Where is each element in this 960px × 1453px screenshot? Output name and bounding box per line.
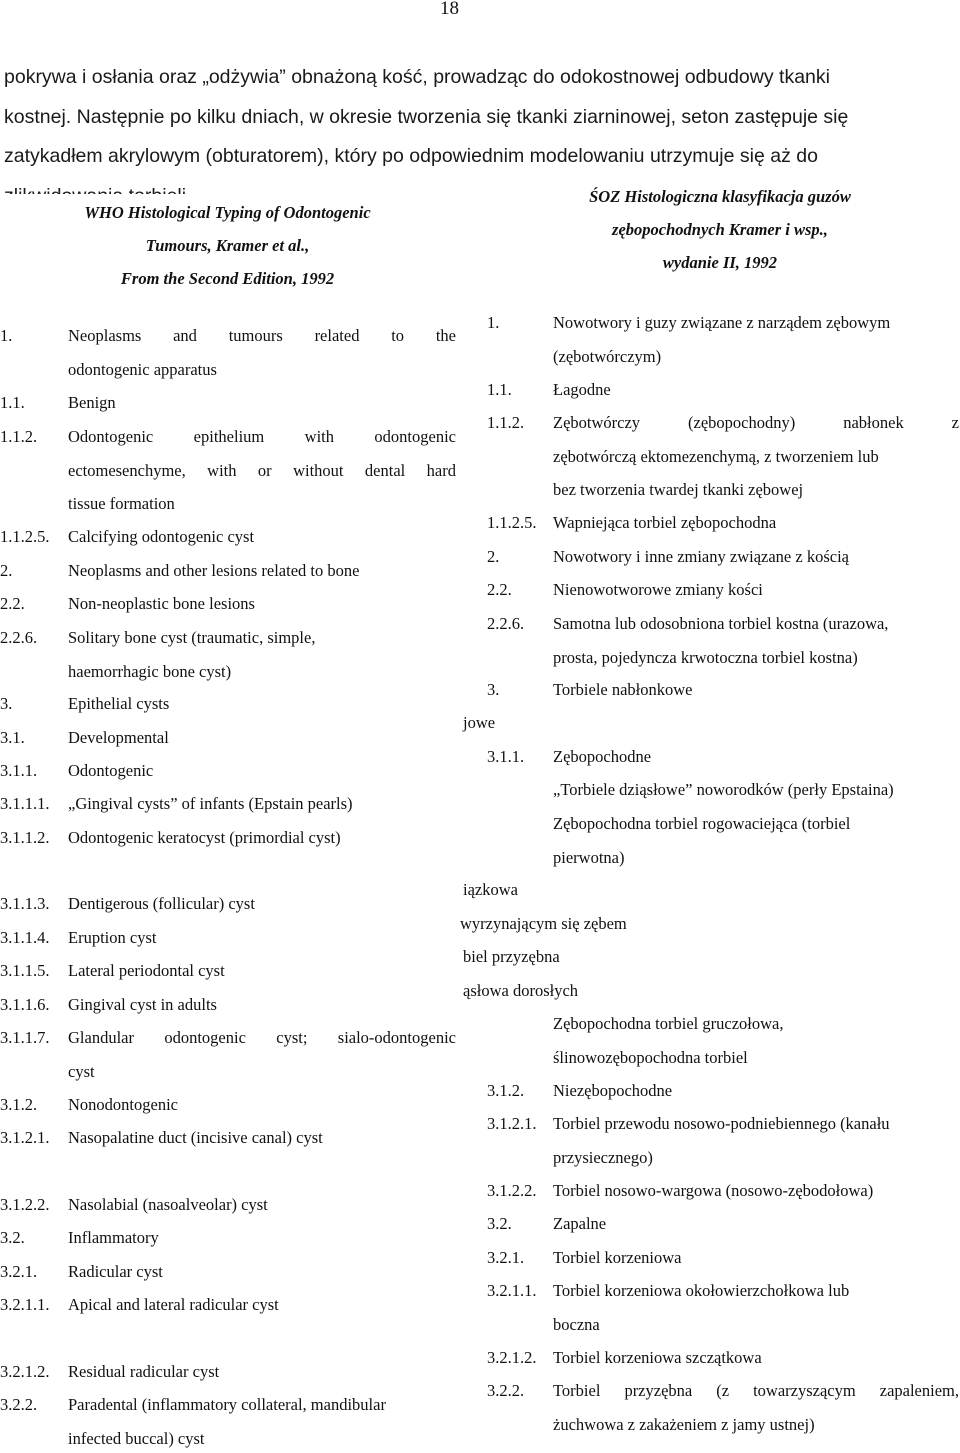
overlap-fragment: iązkowa xyxy=(463,880,518,899)
item-text-line: Wapniejąca torbiel zębopochodna xyxy=(553,513,777,532)
item-text-line: Torbiel korzeniowa xyxy=(553,1248,682,1267)
item-number: 3. xyxy=(0,694,13,713)
item-text-line: Nowotwory i guzy związane z narządem zębowym xyxy=(553,313,891,332)
item-text-line: Torbiel przewodu nosowo-podniebiennego (kanału xyxy=(553,1114,890,1133)
item-number: 2.2.6. xyxy=(0,628,38,647)
item-text-line: odontogenic apparatus xyxy=(68,359,217,379)
item-number: 3.2.1.1. xyxy=(0,1295,50,1314)
overlap-fragment: ąsłowa dorosłych xyxy=(463,981,579,1000)
item-number: 3.2.1.2. xyxy=(0,1362,50,1381)
item-number: 1. xyxy=(487,313,500,332)
item-text-line: Torbiel nosowo-wargowa (nosowo-zębodołowa) xyxy=(553,1181,874,1200)
item-text-line: prosta, pojedyncza krwotoczna torbiel kostna) xyxy=(553,647,858,667)
item-text-line: Calcifying odontogenic cyst xyxy=(68,527,255,546)
intro-line: zatykadłem akrylowym (obturatorem), który po odpowiednim modelowaniu utrzymuje się aż do xyxy=(4,145,818,167)
page-number: 18 xyxy=(440,0,459,19)
item-number: 3.2.1. xyxy=(487,1248,525,1267)
right-heading-line: wydanie II, 1992 xyxy=(662,253,778,272)
item-text-line: Developmental xyxy=(68,728,169,747)
item-number: 3.1.1.7. xyxy=(0,1028,50,1047)
item-number: 1.1.2.5. xyxy=(0,527,50,546)
item-text-line: Nasolabial (nasoalveolar) cyst xyxy=(68,1195,268,1214)
item-number: 2.2.6. xyxy=(487,614,525,633)
item-number: 1.1.2. xyxy=(487,413,525,432)
item-text-line: haemorrhagic bone cyst) xyxy=(68,661,232,681)
right-heading-line: zębopochodnych Kramer i wsp., xyxy=(612,220,828,239)
item-number: 3.1.2.1. xyxy=(0,1128,50,1147)
item-text-line: Zębopochodna torbiel rogowaciejąca (torbiel xyxy=(553,814,851,833)
item-number: 3.2.2. xyxy=(487,1381,525,1400)
right-heading-line: ŚOZ Histologiczna klasyfikacja guzów xyxy=(589,187,851,206)
item-number: 3.2. xyxy=(487,1214,512,1233)
item-text-line: Inflammatory xyxy=(68,1228,159,1247)
item-text-line: Łagodne xyxy=(553,380,611,399)
overlap-fragment: biel przyzębna xyxy=(463,947,560,966)
item-text-line: Neoplasms and tumours related to the xyxy=(68,326,456,345)
item-number: 3.1.1.3. xyxy=(0,894,50,913)
item-number: 3.2.1.2. xyxy=(487,1348,537,1367)
item-text-line: Torbiel korzeniowa szczątkowa xyxy=(553,1348,762,1367)
item-number: 3.1.2.2. xyxy=(0,1195,50,1214)
overlap-fragment: jowe xyxy=(463,713,496,732)
item-number: 1.1.2.5. xyxy=(487,513,537,532)
item-text-line: Apical and lateral radicular cyst xyxy=(68,1295,279,1314)
item-text-line: Nonodontogenic xyxy=(68,1095,178,1114)
item-number: 1.1. xyxy=(487,380,512,399)
intro-line: pokrywa i osłania oraz „odżywia” obnażoną kość, prowadząc do odokostnowej odbudowy tkanki xyxy=(4,66,830,88)
item-number: 3.1.2.1. xyxy=(487,1114,537,1133)
item-number: 3.1.2.2. xyxy=(487,1181,537,1200)
item-text-line: Niezębopochodne xyxy=(553,1081,673,1100)
item-text-line: Eruption cyst xyxy=(68,928,157,947)
left-heading-line: WHO Histological Typing of Odontogenic xyxy=(84,203,371,222)
item-text-line: Non-neoplastic bone lesions xyxy=(68,594,255,613)
item-number: 1.1. xyxy=(0,393,25,412)
item-text-line: Zapalne xyxy=(553,1214,607,1233)
item-text-line: Glandular odontogenic cyst; sialo-odontogenic xyxy=(68,1028,456,1047)
item-text-line: Nasopalatine duct (incisive canal) cyst xyxy=(68,1128,323,1147)
item-text-line: Zębopochodna torbiel gruczołowa, xyxy=(553,1014,784,1033)
item-number: 3.1.1. xyxy=(0,761,38,780)
item-number: 2.2. xyxy=(487,580,512,599)
item-number: 3.2.1.1. xyxy=(487,1281,537,1300)
item-text-line: Nowotwory i inne zmiany związane z kością xyxy=(553,547,849,566)
item-text-line: Torbiele nabłonkowe xyxy=(553,680,693,699)
item-text-line: Zębopochodne xyxy=(553,747,652,766)
item-number: 3.2.1. xyxy=(0,1262,38,1281)
item-text-line: Dentigerous (follicular) cyst xyxy=(68,894,255,913)
left-heading-line: Tumours, Kramer et al., xyxy=(145,236,310,255)
item-text-line: Torbiel korzeniowa okołowierzchołkowa lub xyxy=(553,1281,850,1300)
left-heading-line: From the Second Edition, 1992 xyxy=(120,269,335,288)
item-text-line: Odontogenic keratocyst (primordial cyst) xyxy=(68,828,341,847)
item-number: 1.1.2. xyxy=(0,427,38,446)
item-number: 2. xyxy=(0,561,13,580)
item-text-line: Gingival cyst in adults xyxy=(68,995,217,1014)
item-text-line: cyst xyxy=(68,1061,95,1081)
item-number: 3.1.1.1. xyxy=(0,794,50,813)
item-text-line: ectomesenchyme, with or without dental hard xyxy=(68,460,456,480)
item-text-line: przysiecznego) xyxy=(553,1147,653,1167)
item-text-line: Epithelial cysts xyxy=(68,694,170,713)
item-text-line: Samotna lub odosobniona torbiel kostna (urazowa, xyxy=(553,614,889,633)
item-text-line: pierwotna) xyxy=(553,847,625,867)
item-text-line: boczna xyxy=(553,1314,600,1334)
item-number: 3.2.2. xyxy=(0,1395,38,1414)
item-number: 3.1.1.5. xyxy=(0,961,50,980)
item-text-line: „Gingival cysts” of infants (Epstain pearls) xyxy=(68,794,353,813)
item-text-line: Torbiel przyzębna (z towarzyszącym zapaleniem, xyxy=(553,1381,959,1400)
item-number: 3.1.2. xyxy=(0,1095,38,1114)
right-heading xyxy=(480,180,960,279)
item-text-line: tissue formation xyxy=(68,494,175,513)
item-number: 3.1.1. xyxy=(487,747,525,766)
item-text-line: bez tworzenia twardej tkanki zębowej xyxy=(553,480,804,499)
item-number: 3. xyxy=(487,680,500,699)
overlap-fragment: wyrzynającym się zębem xyxy=(460,914,627,933)
item-text-line: „Torbiele dziąsłowe” noworodków (perły Epstaina) xyxy=(553,780,894,799)
item-number: 2.2. xyxy=(0,594,25,613)
item-text-line: (zębotwórczym) xyxy=(553,346,662,366)
item-text-line: żuchwowa z zakażeniem z jamy ustnej) xyxy=(553,1414,815,1434)
item-text-line: infected buccal) cyst xyxy=(68,1428,205,1448)
item-number: 3.1.2. xyxy=(487,1081,525,1100)
item-text-line: zębotwórczą ektomezenchymą, z tworzeniem lub xyxy=(553,446,879,466)
item-number: 3.1.1.4. xyxy=(0,928,50,947)
item-text-line: Neoplasms and other lesions related to bone xyxy=(68,561,360,580)
left-heading xyxy=(0,196,455,295)
item-number: 2. xyxy=(487,547,500,566)
item-text-line: Solitary bone cyst (traumatic, simple, xyxy=(68,628,316,647)
item-text-line: Odontogenic xyxy=(68,761,154,780)
item-text-line: Benign xyxy=(68,393,116,412)
item-text-line: Lateral periodontal cyst xyxy=(68,961,225,980)
item-text-line: ślinowozębopochodna torbiel xyxy=(553,1047,748,1067)
item-number: 3.1.1.2. xyxy=(0,828,50,847)
item-number: 3.2. xyxy=(0,1228,25,1247)
intro-line: kostnej. Następnie po kilku dniach, w okresie tworzenia się tkanki ziarninowej, seton zastępuje się xyxy=(4,105,849,128)
item-number: 1. xyxy=(0,326,13,345)
item-text-line: Nienowotworowe zmiany kości xyxy=(553,580,763,599)
item-text-line: Residual radicular cyst xyxy=(68,1362,220,1381)
item-number: 3.1. xyxy=(0,728,25,747)
item-text-line: Odontogenic epithelium with odontogenic xyxy=(68,427,456,446)
item-text-line: Zębotwórczy (zębopochodny) nabłonek z xyxy=(553,413,959,432)
item-text-line: Radicular cyst xyxy=(68,1262,163,1281)
item-number: 3.1.1.6. xyxy=(0,995,50,1014)
item-text-line: Paradental (inflammatory collateral, mandibular xyxy=(68,1395,386,1414)
